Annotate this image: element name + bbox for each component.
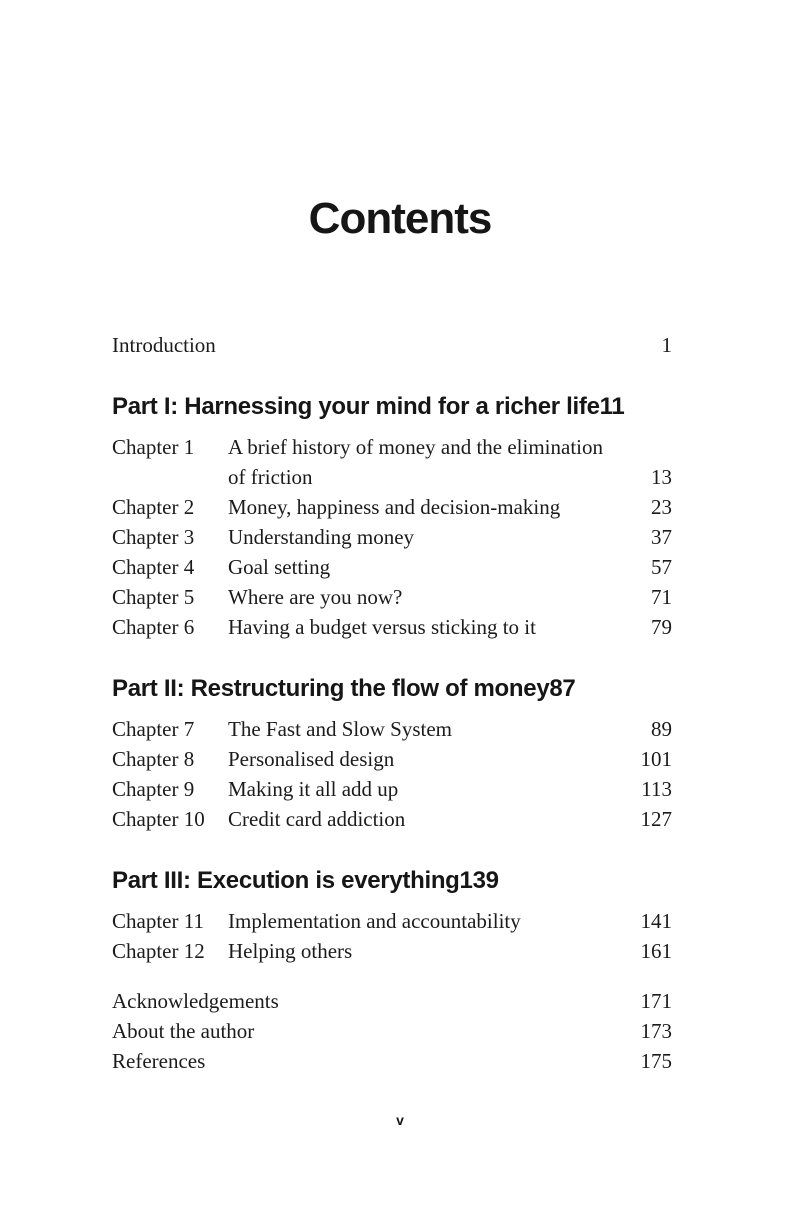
- chapter-row-12: [112, 936, 672, 966]
- chapter-row-8: [112, 744, 672, 774]
- chapter-number: Chapter 10: [112, 807, 205, 831]
- page-title: Contents: [308, 194, 492, 243]
- toc-entry-about-the-author: [112, 1016, 672, 1046]
- chapter-title: Where are you now?: [228, 585, 403, 609]
- chapter-title: The Fast and Slow System: [228, 717, 452, 741]
- part-label: Part II: Restructuring the flow of money: [112, 675, 550, 702]
- toc-entry-introduction: [112, 330, 672, 360]
- entry-page-number: 1: [661, 333, 672, 357]
- chapter-page-number: 161: [640, 939, 672, 963]
- chapter-title: [228, 432, 651, 492]
- part-page-number: 139: [459, 867, 499, 894]
- chapter-row-3: [112, 522, 672, 552]
- chapter-row-1: [112, 432, 672, 492]
- entry-label: References: [112, 1049, 206, 1073]
- toc-entry-acknowledgements: [112, 986, 672, 1016]
- chapter-page-number: 71: [651, 585, 672, 609]
- entry-page-number: 171: [640, 989, 672, 1013]
- chapter-title: Credit card addiction: [228, 807, 406, 831]
- chapter-row-4: [112, 552, 672, 582]
- chapter-title: Personalised design: [228, 747, 395, 771]
- chapter-number: Chapter 6: [112, 615, 195, 639]
- chapter-title: Making it all add up: [228, 777, 399, 801]
- chapter-row-5: [112, 582, 672, 612]
- page-folio: v: [396, 1112, 404, 1128]
- chapter-row-2: [112, 492, 672, 522]
- part-page-number: 87: [549, 675, 576, 702]
- entry-page-number: 173: [640, 1019, 672, 1043]
- chapter-title: Money, happiness and decision-making: [228, 495, 561, 519]
- chapter-page-number: 23: [651, 495, 672, 519]
- chapter-row-9: [112, 774, 672, 804]
- chapter-title-line-1: A brief history of money and the elimination: [228, 435, 604, 459]
- chapter-number: Chapter 8: [112, 747, 195, 771]
- chapter-title: Helping others: [228, 939, 353, 963]
- chapter-title: Having a budget versus sticking to it: [228, 615, 536, 639]
- chapter-page-number: 57: [651, 555, 672, 579]
- chapter-number: Chapter 4: [112, 555, 195, 579]
- section-spacer: [112, 966, 672, 986]
- chapter-title: Implementation and accountability: [228, 909, 521, 933]
- chapter-number: Chapter 7: [112, 717, 195, 741]
- entry-label: Acknowledgements: [112, 989, 279, 1013]
- chapter-page-number: 127: [640, 807, 672, 831]
- chapter-page-number: 79: [651, 615, 672, 639]
- chapter-row-11: [112, 906, 672, 936]
- chapter-page-number: 89: [651, 717, 672, 741]
- chapter-page-number: 141: [640, 909, 672, 933]
- chapter-number: Chapter 1: [112, 435, 195, 459]
- chapter-row-10: [112, 804, 672, 834]
- chapter-title: Understanding money: [228, 525, 415, 549]
- part-label: Part I: Harnessing your mind for a richer life: [112, 393, 600, 420]
- chapter-number: Chapter 2: [112, 495, 195, 519]
- chapter-number: Chapter 11: [112, 909, 204, 933]
- part-page-number: 11: [599, 393, 625, 420]
- chapter-number: Chapter 3: [112, 525, 195, 549]
- part-heading-3: [112, 864, 672, 898]
- entry-label: Introduction: [112, 333, 216, 357]
- chapter-number: Chapter 5: [112, 585, 195, 609]
- entry-label: About the author: [112, 1019, 255, 1043]
- part-label: Part III: Execution is everything: [112, 867, 460, 894]
- chapter-number: Chapter 9: [112, 777, 195, 801]
- table-of-contents: [0, 330, 800, 1076]
- part-heading-2: [112, 672, 672, 706]
- chapter-title-line-2: of friction: [228, 465, 313, 489]
- entry-page-number: 175: [640, 1049, 672, 1073]
- chapter-page-number: 37: [651, 525, 672, 549]
- chapter-page-number: 13: [651, 465, 672, 489]
- chapter-title: Goal setting: [228, 555, 331, 579]
- part-heading-1: [112, 390, 672, 424]
- chapter-number: Chapter 12: [112, 939, 205, 963]
- chapter-page-number: 101: [640, 747, 672, 771]
- chapter-page-number: 113: [641, 777, 672, 801]
- chapter-row-6: [112, 612, 672, 642]
- chapter-row-7: [112, 714, 672, 744]
- toc-entry-references: [112, 1046, 672, 1076]
